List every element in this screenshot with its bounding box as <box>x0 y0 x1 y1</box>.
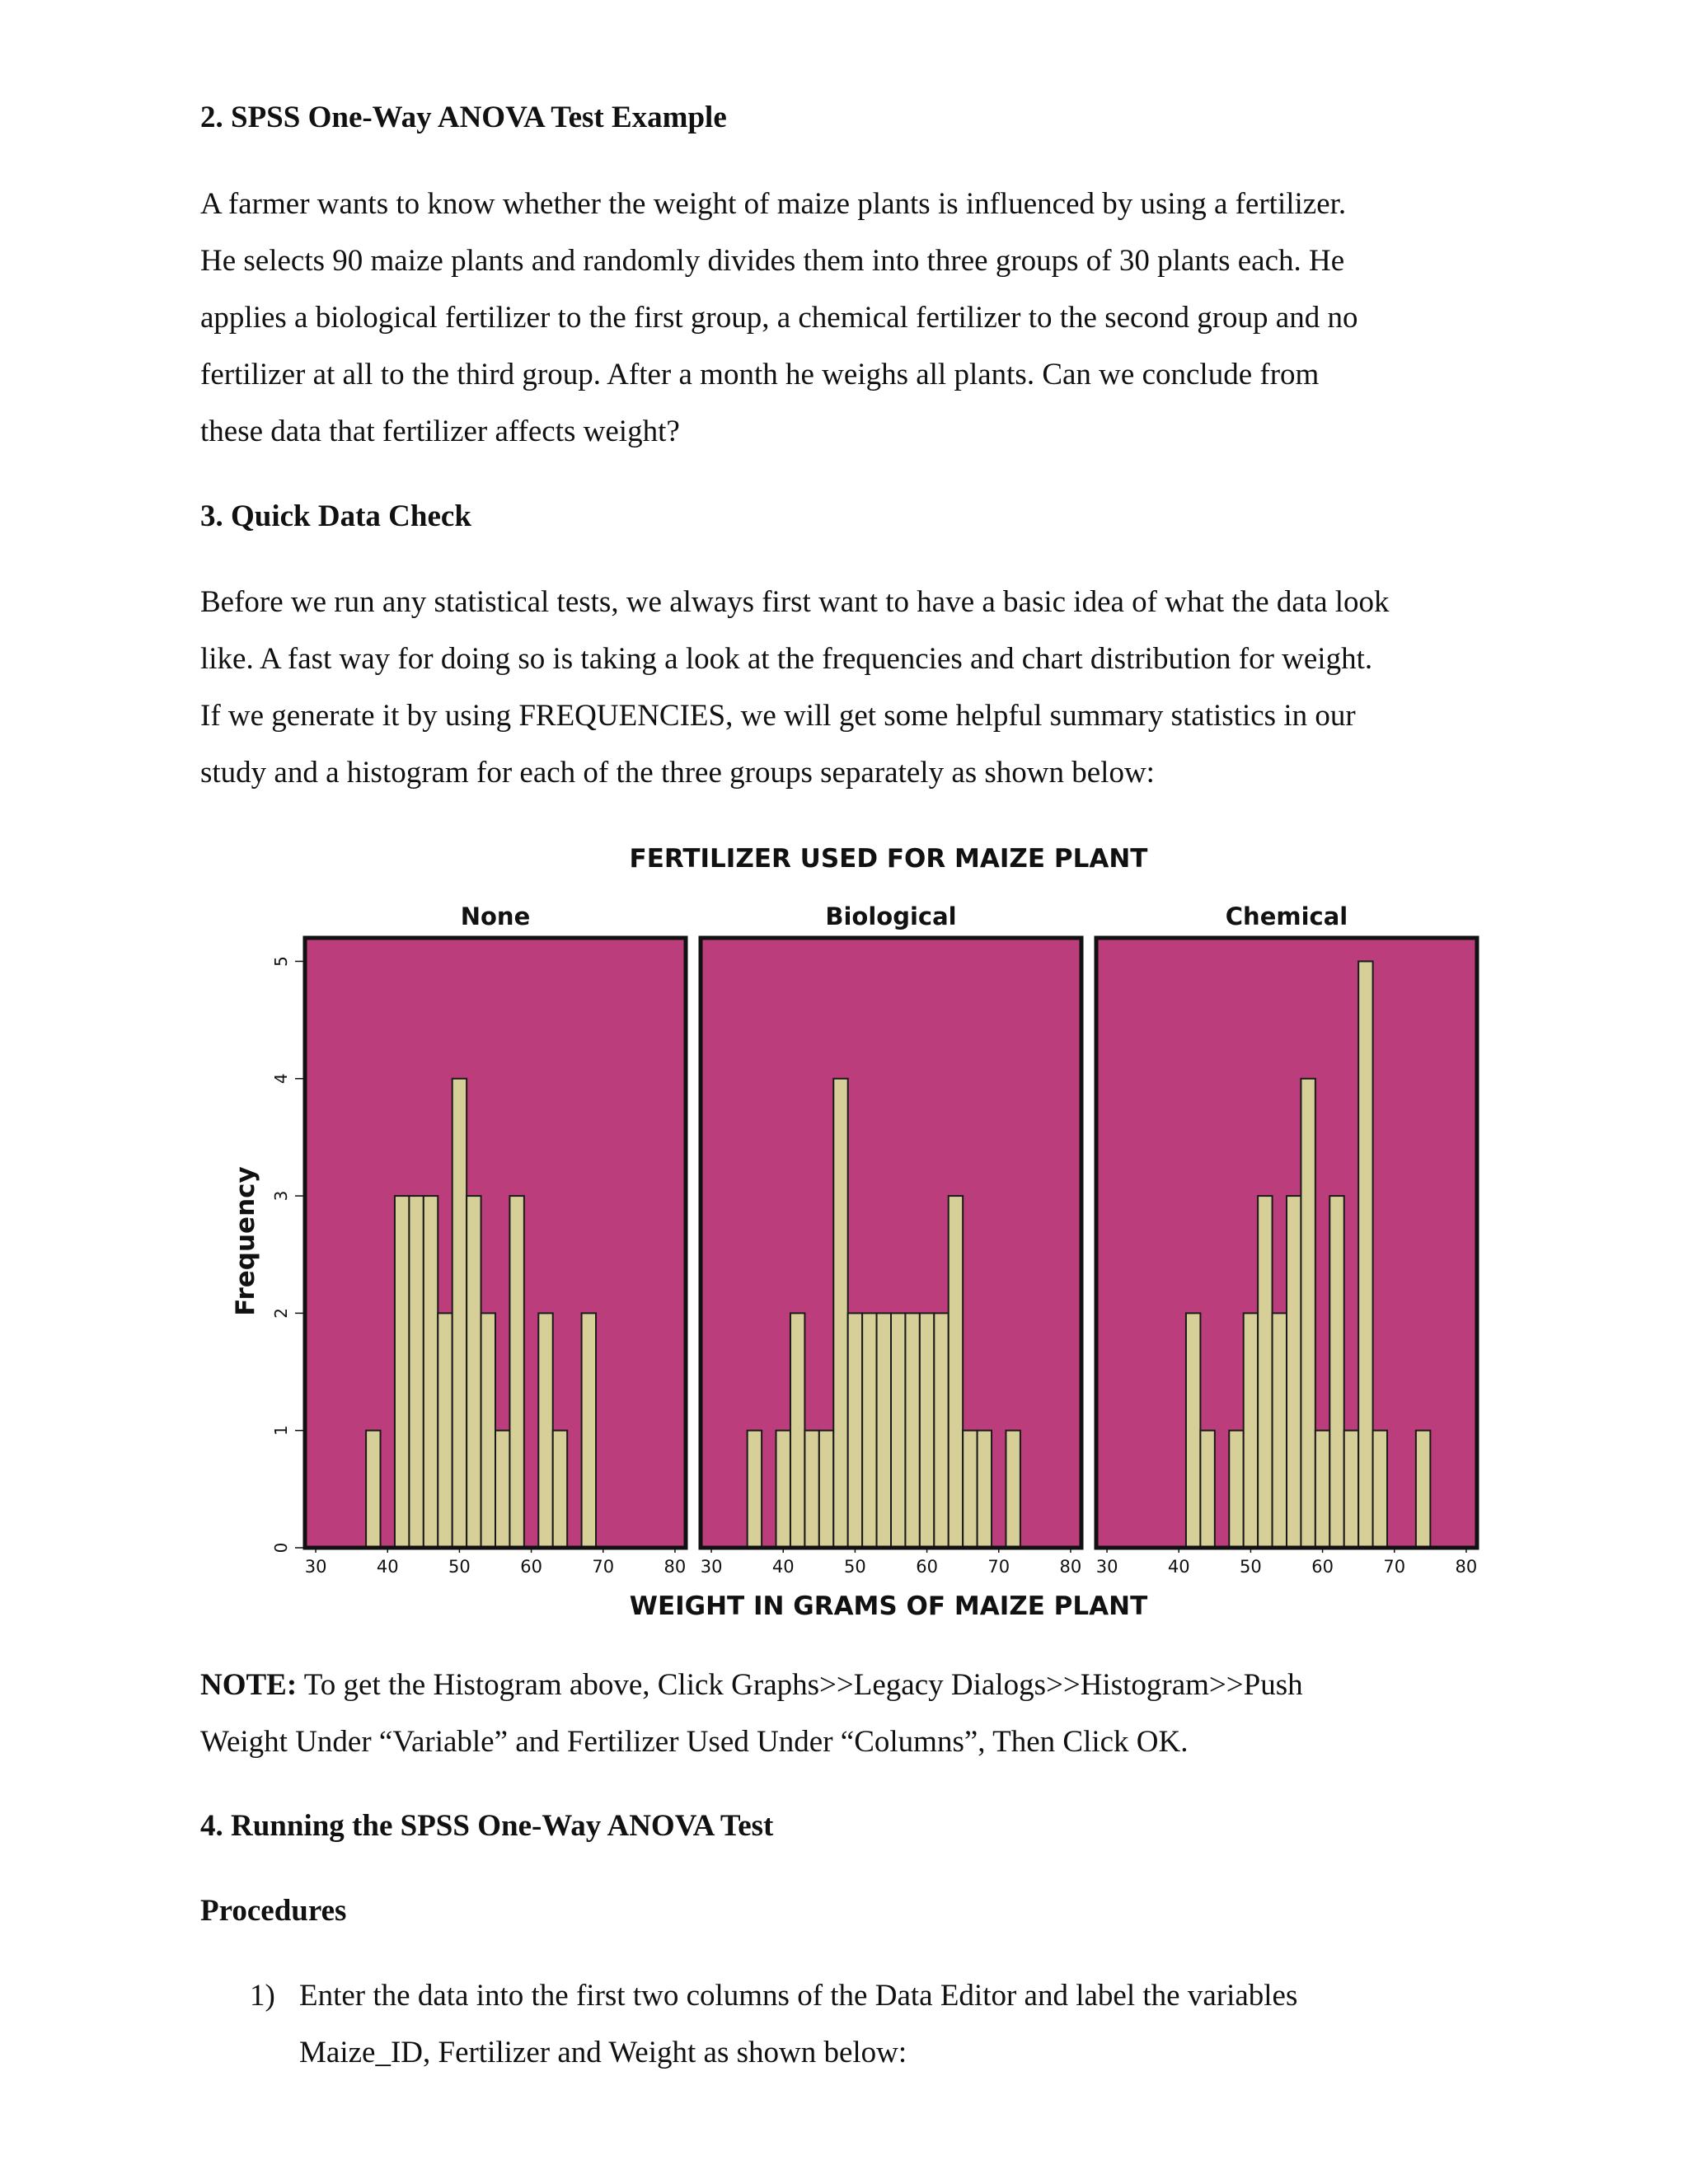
histogram-bar <box>1358 961 1372 1548</box>
section-2-paragraph-line: fertilizer at all to the third group. After a month he weighs all plants. Can we conclude from <box>200 358 1320 391</box>
x-tick-label: 80 <box>1455 1557 1478 1577</box>
histogram-bar <box>452 1079 467 1548</box>
histogram-bar <box>438 1313 452 1548</box>
histogram-bar <box>1416 1431 1430 1548</box>
section-2-paragraph-line: applies a biological fertilizer to the first group, a chemical fertilizer to the second group and no <box>200 301 1358 335</box>
histogram-bar <box>905 1313 919 1548</box>
histogram-bar <box>963 1431 977 1548</box>
x-tick-label: 60 <box>916 1557 938 1577</box>
note-text: To get the Histogram above, Click Graphs>>Legacy Dialogs>>Histogram>>Push <box>297 1668 1303 1702</box>
x-tick-label: 50 <box>844 1557 866 1577</box>
x-tick-label: 30 <box>700 1557 723 1577</box>
note-line <box>200 1670 1303 1700</box>
histogram-figure <box>223 841 1484 1632</box>
histogram-bar <box>934 1313 948 1548</box>
histogram-bar <box>467 1196 481 1548</box>
section-4-heading: 4. Running the SPSS One-Way ANOVA Test <box>200 1809 774 1843</box>
y-tick-label: 4 <box>271 1073 291 1085</box>
panel-label: None <box>460 902 531 930</box>
section-2-paragraph-line: He selects 90 maize plants and randomly divides them into three groups of 30 plants each. He <box>200 244 1345 278</box>
y-tick-label: 5 <box>271 956 291 967</box>
step-1-line: Enter the data into the first two columns of the Data Editor and label the variables <box>299 1979 1298 2013</box>
x-tick-label: 40 <box>1167 1557 1190 1577</box>
chart-x-axis-label: WEIGHT IN GRAMS OF MAIZE PLANT <box>629 1591 1148 1621</box>
section-3-paragraph-line: like. A fast way for doing so is taking a look at the frequencies and chart distribution for weight. <box>200 642 1373 676</box>
histogram-bar <box>1287 1196 1301 1548</box>
histogram-bar <box>582 1313 596 1548</box>
x-tick-label: 60 <box>1311 1557 1334 1577</box>
histogram-bar <box>424 1196 438 1548</box>
histogram-bar <box>1258 1196 1272 1548</box>
x-tick-label: 40 <box>771 1557 795 1577</box>
x-tick-label: 80 <box>1059 1557 1082 1577</box>
histogram-bar <box>978 1431 992 1548</box>
x-tick-label: 70 <box>987 1557 1010 1577</box>
histogram-bar <box>1301 1079 1315 1548</box>
x-tick-label: 70 <box>592 1557 615 1577</box>
histogram-bar <box>804 1431 818 1548</box>
y-tick-label: 0 <box>271 1542 291 1554</box>
histogram-bar <box>1329 1196 1343 1548</box>
histogram-bar <box>862 1313 876 1548</box>
y-tick-label: 1 <box>271 1425 291 1436</box>
histogram-bar <box>748 1431 762 1548</box>
x-tick-label: 50 <box>448 1557 471 1577</box>
histogram-bar <box>495 1431 509 1548</box>
y-tick-label: 3 <box>271 1190 291 1202</box>
x-tick-label: 30 <box>304 1557 327 1577</box>
histogram-bar <box>790 1313 804 1548</box>
histogram-bar <box>481 1313 495 1548</box>
histogram-bar <box>509 1196 523 1548</box>
histogram-bar <box>1186 1313 1200 1548</box>
x-tick-label: 70 <box>1383 1557 1406 1577</box>
step-1-number: 1) <box>250 1979 275 2013</box>
note-label: NOTE: <box>200 1668 298 1702</box>
histogram-bar <box>1344 1431 1358 1548</box>
y-tick-label: 2 <box>271 1308 291 1319</box>
panel-label: Biological <box>825 902 957 930</box>
histogram-bar <box>776 1431 790 1548</box>
chart-title: FERTILIZER USED FOR MAIZE PLANT <box>629 844 1148 874</box>
x-tick-label: 60 <box>520 1557 542 1577</box>
histogram-bar <box>848 1313 862 1548</box>
histogram-bar <box>366 1431 380 1548</box>
section-2-paragraph-line: these data that fertilizer affects weight? <box>200 415 680 448</box>
histogram-panels <box>271 902 1477 1577</box>
procedures-heading: Procedures <box>200 1894 347 1928</box>
x-tick-label: 30 <box>1095 1557 1118 1577</box>
histogram-bar <box>538 1313 552 1548</box>
histogram-bar <box>1244 1313 1258 1548</box>
histogram-bar <box>920 1313 934 1548</box>
histogram-bar <box>1006 1431 1020 1548</box>
histogram-bar <box>1273 1313 1287 1548</box>
histogram-bar <box>409 1196 423 1548</box>
step-1-line-2: Maize_ID, Fertilizer and Weight as shown below: <box>299 2036 907 2069</box>
section-3-paragraph-line: study and a histogram for each of the three groups separately as shown below: <box>200 756 1155 790</box>
histogram-bar <box>819 1431 833 1548</box>
histogram-bar <box>949 1196 963 1548</box>
note-line-2: Weight Under “Variable” and Fertilizer Used Under “Columns”, Then Click OK. <box>200 1725 1189 1759</box>
x-tick-label: 80 <box>663 1557 687 1577</box>
chart-y-axis-label: Frequency <box>231 1166 260 1316</box>
section-3-paragraph-line: If we generate it by using FREQUENCIES, we will get some helpful summary statistics in our <box>200 699 1356 733</box>
histogram-bar <box>1315 1431 1329 1548</box>
histogram-bar <box>1229 1431 1243 1548</box>
histogram-bar <box>1373 1431 1387 1548</box>
histogram-bar <box>877 1313 891 1548</box>
section-2-heading: 2. SPSS One-Way ANOVA Test Example <box>200 101 727 134</box>
histogram-chart <box>223 841 1484 1632</box>
histogram-bar <box>891 1313 905 1548</box>
x-tick-label: 50 <box>1240 1557 1262 1577</box>
section-2-paragraph-line: A farmer wants to know whether the weight of maize plants is influenced by using a fertilizer. <box>200 187 1347 221</box>
panel-label: Chemical <box>1225 902 1348 930</box>
x-tick-label: 40 <box>376 1557 399 1577</box>
histogram-bar <box>395 1196 409 1548</box>
histogram-bar <box>553 1431 567 1548</box>
histogram-bar <box>1200 1431 1214 1548</box>
section-3-heading: 3. Quick Data Check <box>200 499 471 533</box>
histogram-bar <box>833 1079 847 1548</box>
section-3-paragraph-line: Before we run any statistical tests, we always first want to have a basic idea of what the data look <box>200 585 1390 619</box>
